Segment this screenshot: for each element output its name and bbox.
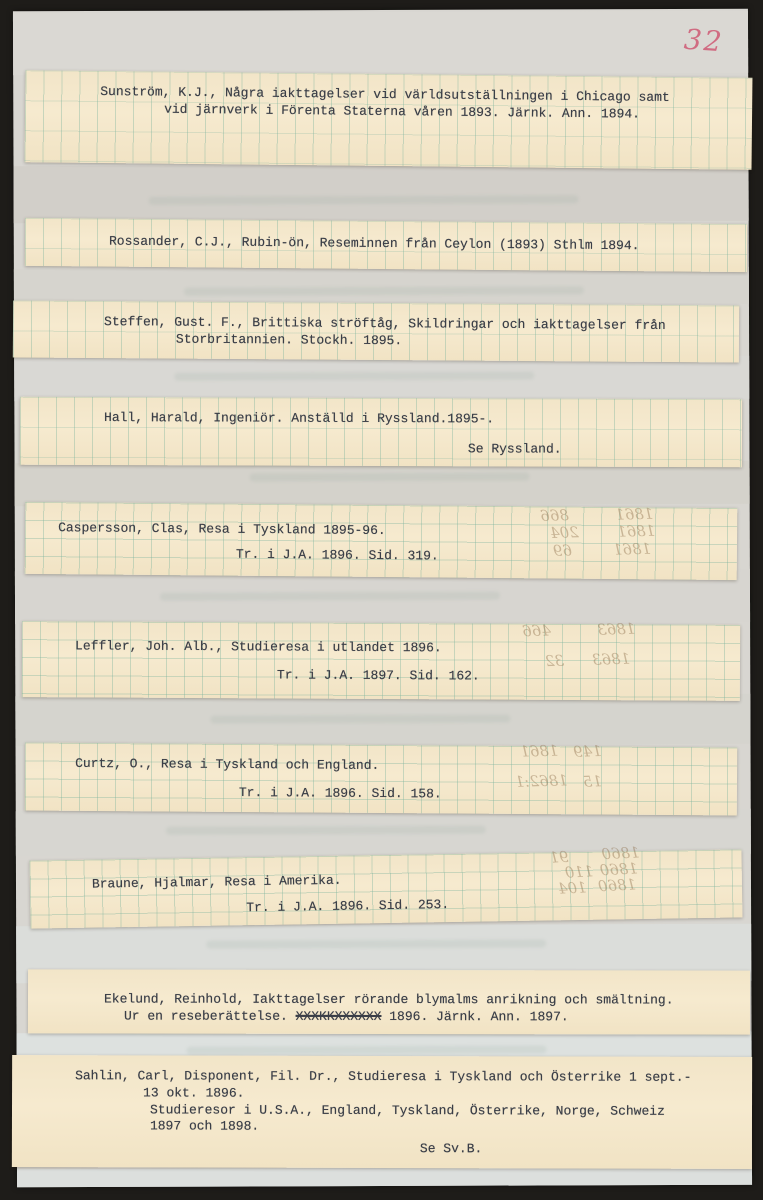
typewritten-line: Ekelund, Reinhold, Iakttagelser rörande blymalms anrikning och smältning. bbox=[103, 991, 674, 1008]
typewritten-line: Steffen, Gust. F., Brittiska ströftåg, Skildringar och iakttagelser från bbox=[104, 314, 666, 334]
bleedthrough-mark: 1861 bbox=[616, 521, 656, 541]
bleedthrough-mark: 91 bbox=[549, 847, 570, 867]
typewritten-line: 13 okt. 1896. bbox=[143, 1085, 245, 1101]
typewritten-line: Rossander, C.J., Rubin-ön, Reseminnen från Ceylon (1893) Sthlm 1894. bbox=[108, 233, 640, 254]
typewritten-line: vid järnverk i Förenta Staterna våren 1893. Järnk. Ann. 1894. bbox=[164, 101, 641, 122]
bleedthrough-smudge bbox=[210, 715, 510, 724]
bleedthrough-smudge bbox=[250, 472, 530, 481]
index-card-slip-braune bbox=[30, 843, 743, 928]
typewritten-line: Curtz, O., Resa i Tyskland och England. bbox=[75, 755, 380, 773]
bleedthrough-mark: 1863 bbox=[591, 649, 631, 669]
typewritten-line: Se Sv.B. bbox=[419, 1141, 483, 1157]
bleedthrough-mark: 866 bbox=[539, 506, 570, 525]
index-card-slip-curtz bbox=[25, 743, 737, 816]
bleedthrough-smudge bbox=[174, 371, 534, 380]
bleedthrough-smudge bbox=[184, 286, 584, 295]
index-card-slip-rossander bbox=[25, 218, 747, 272]
bleedthrough-mark: 1861 bbox=[519, 741, 559, 761]
bleedthrough-mark: 1860 bbox=[597, 875, 637, 896]
index-card-slip-ekelund bbox=[28, 969, 750, 1034]
typewritten-line: Tr. i J.A. 1896. Sid. 319. bbox=[235, 546, 439, 564]
typewritten-line: Caspersson, Clas, Resa i Tyskland 1895-96. bbox=[58, 520, 386, 539]
bleedthrough-mark: 1861 bbox=[615, 504, 654, 524]
bleedthrough-mark: 204 bbox=[549, 523, 579, 542]
page-number: 32 bbox=[682, 22, 725, 59]
typewritten-line: Braune, Hjalmar, Resa i Amerika. bbox=[91, 872, 342, 892]
bleedthrough-smudge bbox=[206, 939, 546, 948]
typewritten-line: 1897 och 1898. bbox=[149, 1118, 260, 1134]
bleedthrough-mark: 1863 bbox=[596, 619, 636, 639]
page-texture-band bbox=[17, 1167, 752, 1188]
typewritten-line: Sunström, K.J., Några iakttagelser vid världsutställningen i Chicago samt bbox=[100, 83, 670, 105]
struck-out-text: XXXKKXXXXXX bbox=[295, 1008, 382, 1024]
page-texture-band bbox=[13, 11, 748, 76]
index-card-slip-hall bbox=[20, 397, 742, 468]
typewritten-line: Se Ryssland. bbox=[467, 441, 562, 457]
page-texture-band bbox=[13, 164, 748, 224]
typewritten-line: Tr. i J.A. 1896. Sid. 158. bbox=[238, 785, 442, 802]
bleedthrough-mark: 15 bbox=[582, 772, 603, 791]
typewritten-line: Studieresor i U.S.A., England, Tyskland, Österrike, Norge, Schweiz bbox=[149, 1102, 665, 1119]
bleedthrough-smudge bbox=[166, 826, 486, 835]
index-card-slip-sahlin bbox=[12, 1055, 752, 1169]
bleedthrough-mark: 1862:1 bbox=[514, 771, 569, 791]
bleedthrough-mark: 466 bbox=[521, 621, 552, 641]
index-card-slip-sunstrom bbox=[25, 70, 753, 170]
typewritten-line: Storbritannien. Stockh. 1895. bbox=[175, 331, 403, 349]
bleedthrough-mark: 104 bbox=[557, 878, 588, 898]
typewritten-line: Tr. i J.A. 1896. Sid. 253. bbox=[246, 897, 450, 916]
typewritten-line: Sahlin, Carl, Disponent, Fil. Dr., Studieresa i Tyskland och Österrike 1 sept.- bbox=[75, 1068, 692, 1085]
bleedthrough-mark: 110 bbox=[564, 862, 594, 882]
bleedthrough-smudge bbox=[149, 195, 579, 205]
bleedthrough-smudge bbox=[160, 592, 500, 601]
bleedthrough-mark: 69 bbox=[552, 541, 573, 560]
bleedthrough-mark: 149 bbox=[572, 742, 603, 761]
page-texture-band bbox=[15, 461, 750, 507]
bleedthrough-mark: 32 bbox=[544, 651, 565, 671]
bleedthrough-mark: 1860 bbox=[601, 843, 641, 864]
typewritten-line: Tr. i J.A. 1897. Sid. 162. bbox=[276, 667, 480, 684]
bleedthrough-mark: 1861 bbox=[612, 539, 652, 559]
typewritten-line: Hall, Harald, Ingeniör. Anställd i Ryssland.1895-. bbox=[104, 410, 495, 427]
bleedthrough-mark: 1860 bbox=[599, 859, 639, 880]
bleedthrough-smudge bbox=[187, 1045, 547, 1054]
index-card-slip-steffen bbox=[13, 300, 739, 362]
typewritten-line: Ur en reseberättelse. XXXKKXXXXXX 1896. Järnk. Ann. 1897. bbox=[123, 1008, 569, 1025]
typewritten-line: Leffler, Joh. Alb., Studieresa i utlandet 1896. bbox=[75, 638, 442, 656]
index-card-slip-leffler bbox=[22, 621, 740, 701]
index-card-slip-caspersson bbox=[25, 502, 738, 580]
